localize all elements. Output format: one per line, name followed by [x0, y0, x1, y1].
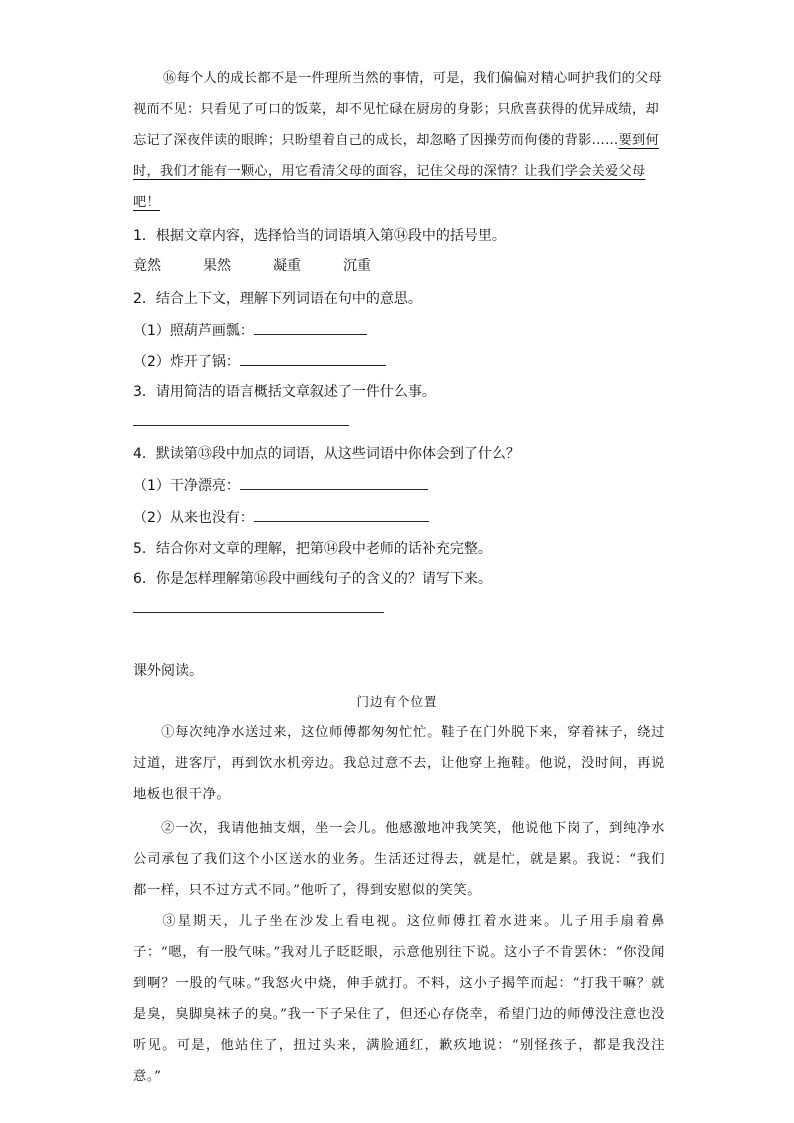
paragraph-16 — [133, 63, 665, 218]
question-6: 6．你是怎样理解第⑯段中画线句子的含义的？请写下来。 — [133, 571, 492, 587]
word-choice-3: 凝重 — [273, 258, 301, 274]
word-choice-2: 果然 — [203, 258, 231, 274]
answer-line-6[interactable] — [133, 612, 384, 613]
question-1: 1．根据文章内容，选择恰当的词语填入第⑭段中的括号里。 — [133, 228, 506, 244]
answer-blank-4-1[interactable] — [240, 475, 428, 490]
question-2-2-label: （2）炸开了锅： — [133, 354, 240, 370]
passage-paragraph-3 — [133, 906, 665, 1092]
question-2-1-label: （1）照葫芦画瓢： — [133, 323, 254, 339]
word-choice-1: 竟然 — [133, 258, 161, 274]
paragraph-16-text: ⑯每个人的成长都不是一件理所当然的事情，可是，我们偏偏对精心呵护我们的父母视而不见：只看见了可口的饭菜，却不见忙碌在厨房的身影；只欣喜获得的优异成绩，却忘记了深夜伴读的眼眸；只盼望着自己的成长，却忽略了因操劳而佝偻的背影…… — [133, 71, 663, 148]
passage-paragraph-2 — [133, 813, 665, 906]
underlined-sentence: 要到何时，我们才能有一颗心，用它看清父母的面容，记住父母的深情？让我们学会关爱父母吧！ — [133, 133, 660, 210]
question-4: 4．默读第⑬段中加点的词语，从这些词语中你体会到了什么？ — [133, 446, 520, 462]
question-4-2-label: （2）从来也没有： — [133, 510, 254, 526]
answer-blank-2-2[interactable] — [240, 351, 386, 366]
question-4-2 — [133, 507, 429, 527]
question-2-1 — [133, 320, 367, 340]
passage-title: 门边有个位置 — [356, 694, 438, 709]
word-choice-4: 沉重 — [343, 258, 371, 274]
question-5: 5．结合你对文章的理解，把第⑭段中老师的话补充完整。 — [133, 541, 492, 557]
question-2-2 — [133, 351, 386, 371]
question-4-1 — [133, 475, 428, 495]
answer-line-3[interactable] — [133, 425, 349, 426]
answer-blank-2-1[interactable] — [254, 320, 367, 335]
passage-paragraph-1 — [133, 717, 665, 810]
question-3: 3．请用简洁的语言概括文章叙述了一件什么事。 — [133, 384, 436, 400]
question-2: 2．结合上下文，理解下列词语在句中的意思。 — [133, 291, 422, 307]
question-4-1-label: （1）干净漂亮： — [133, 478, 240, 494]
answer-blank-4-2[interactable] — [254, 507, 429, 522]
passage-paragraph-3-text: ③星期天，儿子坐在沙发上看电视。这位师傅扛着水进来。儿子用手扇着鼻子：“嗯，有一股气味。”我对儿子眨眨眼，示意他别往下说。这小子不肯罢休：“你没闻到啊？一股的气味。”我怒火中烧，伸手就打。不料，这小子揭竿而起：“打我干嘛？就是臭，臭脚臭袜子的臭。”我一下子呆住了，但还心存侥幸，希望门边的师傅没注意也没听见。可是，他站住了，扭过头来，满脸通红，歉疚地说：“别怪孩子，都是我没注意。” — [133, 914, 665, 1084]
section-label: 课外阅读。 — [133, 663, 203, 679]
passage-paragraph-1-text: ①每次纯净水送过来，这位师傅都匆匆忙忙。鞋子在门外脱下来，穿着袜子，绕过过道，进客厅，再到饮水机旁边。我总过意不去，让他穿上拖鞋。他说，没时间，再说地板也很干净。 — [133, 725, 665, 802]
passage-paragraph-2-text: ②一次，我请他抽支烟，坐一会儿。他感激地冲我笑笑，他说他下岗了，到纯净水公司承包了我们这个小区送水的业务。生活还过得去，就是忙，就是累。我说：“我们都一样，只不过方式不同。”他听了，得到安慰似的笑笑。 — [133, 821, 665, 898]
